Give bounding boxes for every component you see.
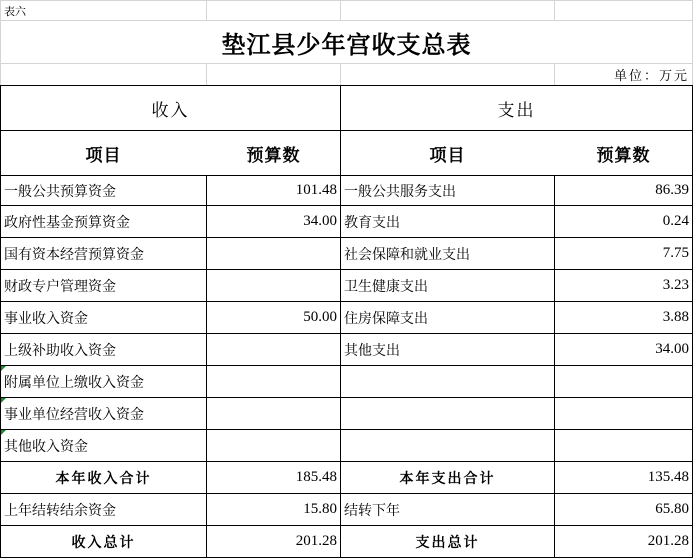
cell-marker-icon [1,430,6,435]
income-total-amount: 201.28 [295,533,337,549]
carry-forward-label: 结转下年 [344,502,400,519]
income-item: 国有资本经营预算资金 [4,246,144,263]
expense-subtotal-label: 本年支出合计 [399,470,496,487]
expense-item: 社会保障和就业支出 [344,246,470,263]
expense-item: 教育支出 [344,214,400,231]
expense-amount: 86.39 [655,182,689,198]
col-expense-item: 项目 [429,145,466,166]
income-subtotal-amount: 185.48 [295,469,337,485]
income-amount [207,430,340,461]
income-item: 附属单位上缴收入资金 [4,374,144,391]
sheet-label: 表六 [4,4,26,18]
expense-amount: 34.00 [655,341,689,357]
income-item: 一般公共预算资金 [4,183,116,200]
expense-header: 支出 [497,100,536,121]
unit-label: 单位：万元 [613,69,689,84]
expense-item: 一般公共服务支出 [344,183,456,200]
expense-item: 住房保障支出 [344,310,428,327]
income-item: 上级补助收入资金 [4,342,116,359]
cell-marker-icon [1,366,6,371]
gridline [206,63,207,86]
expense-item [341,398,554,429]
gridline [206,0,207,21]
income-amount [207,366,340,397]
carry-over-income-label: 上年结转结余资金 [4,502,116,519]
expense-item [341,430,554,461]
gridline [554,0,555,21]
income-amount: 50.00 [303,309,337,325]
expense-item [341,366,554,397]
page-title: 垫江县少年宫收支总表 [221,29,472,59]
income-item: 财政专户管理资金 [4,278,116,295]
expense-amount: 0.24 [662,213,689,229]
income-amount [207,238,340,269]
income-item: 其他收入资金 [4,438,88,455]
carry-over-income-amount: 15.80 [303,501,337,517]
expense-amount: 7.75 [662,245,689,261]
income-item: 政府性基金预算资金 [4,214,130,231]
expense-amount: 3.88 [662,309,689,325]
cell-marker-icon [1,398,6,403]
income-amount: 101.48 [295,182,337,198]
income-amount [207,270,340,301]
income-amount: 34.00 [303,213,337,229]
income-item: 事业单位经营收入资金 [4,406,144,423]
col-income-item: 项目 [85,145,122,166]
gridline [340,0,341,21]
income-amount [207,334,340,365]
expense-amount [555,398,692,429]
expense-amount [555,430,692,461]
income-header: 收入 [151,100,190,121]
income-total-label: 收入总计 [71,534,136,551]
expense-amount [555,366,692,397]
income-item: 事业收入资金 [4,310,88,327]
income-subtotal-label: 本年收入合计 [55,470,152,487]
expense-total-label: 支出总计 [415,534,480,551]
col-income-budget: 预算数 [246,145,301,166]
expense-total-amount: 201.28 [647,533,689,549]
carry-forward-amount: 65.80 [655,501,689,517]
gridline [340,63,341,86]
income-amount [207,398,340,429]
col-expense-budget: 预算数 [596,145,651,166]
expense-item: 其他支出 [344,342,400,359]
expense-item: 卫生健康支出 [344,278,428,295]
expense-subtotal-amount: 135.48 [647,469,689,485]
expense-amount: 3.23 [662,277,689,293]
